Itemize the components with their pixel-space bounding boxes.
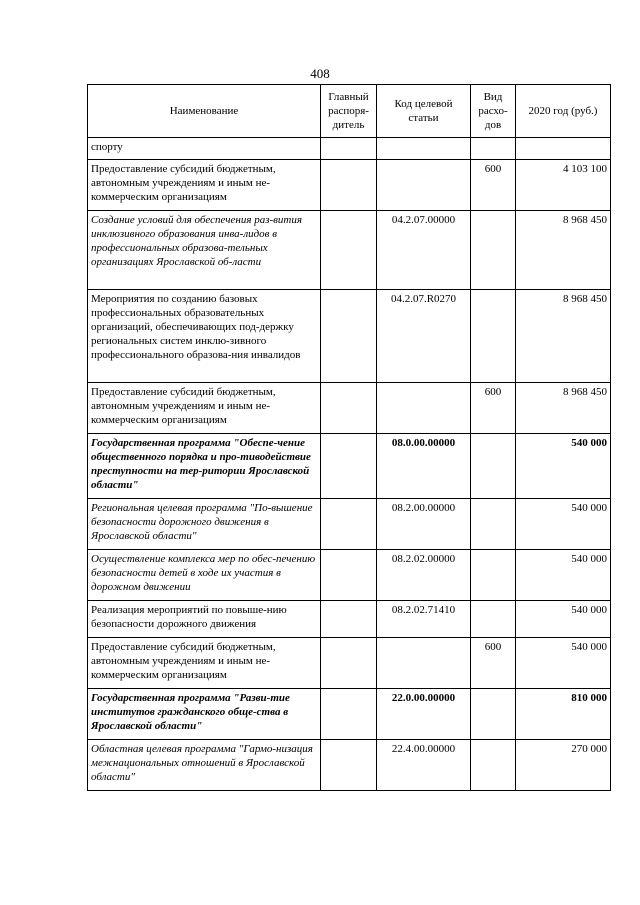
table-row	[88, 290, 611, 383]
row-amount-cell	[516, 138, 611, 160]
row-manager-cell	[321, 550, 377, 601]
row-kind-cell	[471, 211, 516, 290]
table-row	[88, 383, 611, 434]
row-code-cell	[377, 638, 471, 689]
row-code-cell: 22.0.00.00000	[377, 689, 471, 740]
row-name-cell: Областная целевая программа "Гармо-низация межнациональных отношений в Ярославской области"	[88, 740, 321, 791]
table-row	[88, 160, 611, 211]
row-amount-cell: 540 000	[516, 550, 611, 601]
row-kind-cell	[471, 689, 516, 740]
row-manager-cell	[321, 138, 377, 160]
row-code-cell: 08.2.02.71410	[377, 601, 471, 638]
row-kind-cell: 600	[471, 383, 516, 434]
row-amount-cell: 540 000	[516, 499, 611, 550]
row-name-cell: Государственная программа "Разви-тие институтов гражданского обще-ства в Ярославской области"	[88, 689, 321, 740]
row-manager-cell	[321, 601, 377, 638]
header-name: Наименование	[88, 85, 321, 138]
row-name-cell: Предоставление субсидий бюджетным, автономным учреждениям и иным не-коммерческим организациям	[88, 160, 321, 211]
table-row	[88, 434, 611, 499]
row-manager-cell	[321, 740, 377, 791]
row-manager-cell	[321, 211, 377, 290]
row-amount-cell: 810 000	[516, 689, 611, 740]
row-name-cell: Мероприятия по созданию базовых профессиональных образовательных организаций, обеспечивающих под-держку региональных систем инклю-зивного профессионального образова-ния инвалидов	[88, 290, 321, 383]
row-amount-cell: 270 000	[516, 740, 611, 791]
row-amount-cell: 540 000	[516, 601, 611, 638]
row-kind-cell	[471, 434, 516, 499]
row-manager-cell	[321, 290, 377, 383]
header-code: Код целевой статьи	[377, 85, 471, 138]
row-code-cell: 08.0.00.00000	[377, 434, 471, 499]
row-code-cell	[377, 160, 471, 211]
table-body	[88, 138, 611, 791]
row-name-cell: Предоставление субсидий бюджетным, автономным учреждениям и иным не-коммерческим организациям	[88, 383, 321, 434]
row-manager-cell	[321, 499, 377, 550]
row-code-cell: 08.2.02.00000	[377, 550, 471, 601]
row-name-cell: Предоставление субсидий бюджетным, автономным учреждениям и иным не-коммерческим организациям	[88, 638, 321, 689]
table-row	[88, 550, 611, 601]
row-kind-cell	[471, 601, 516, 638]
row-name-cell: спорту	[88, 138, 321, 160]
row-manager-cell	[321, 434, 377, 499]
budget-table	[87, 84, 611, 791]
row-name-cell: Создание условий для обеспечения раз-вития инклюзивного образования инва-лидов в профессиональных образова-тельных организациях Ярославской об-ласти	[88, 211, 321, 290]
row-amount-cell: 4 103 100	[516, 160, 611, 211]
row-name-cell: Региональная целевая программа "По-вышение безопасности дорожного движения в Ярославской области"	[88, 499, 321, 550]
row-kind-cell: 600	[471, 160, 516, 211]
row-kind-cell	[471, 499, 516, 550]
row-amount-cell: 8 968 450	[516, 211, 611, 290]
table-row	[88, 638, 611, 689]
table-row	[88, 689, 611, 740]
row-amount-cell: 540 000	[516, 638, 611, 689]
row-code-cell	[377, 138, 471, 160]
row-kind-cell: 600	[471, 638, 516, 689]
row-code-cell: 08.2.00.00000	[377, 499, 471, 550]
header-manager: Главный распоря-дитель	[321, 85, 377, 138]
row-kind-cell	[471, 138, 516, 160]
table-row	[88, 211, 611, 290]
table-row	[88, 138, 611, 160]
table-header-row	[88, 85, 611, 138]
row-code-cell: 22.4.00.00000	[377, 740, 471, 791]
header-amount: 2020 год (руб.)	[516, 85, 611, 138]
row-amount-cell: 8 968 450	[516, 383, 611, 434]
row-kind-cell	[471, 550, 516, 601]
table-row	[88, 499, 611, 550]
row-amount-cell: 540 000	[516, 434, 611, 499]
header-kind: Вид расхо-дов	[471, 85, 516, 138]
row-manager-cell	[321, 160, 377, 211]
row-manager-cell	[321, 689, 377, 740]
row-code-cell: 04.2.07.00000	[377, 211, 471, 290]
row-name-cell: Осуществление комплекса мер по обес-печению безопасности детей в ходе их участия в дорожном движении	[88, 550, 321, 601]
table-row	[88, 601, 611, 638]
page-number: 408	[310, 66, 330, 81]
row-code-cell	[377, 383, 471, 434]
row-code-cell: 04.2.07.R0270	[377, 290, 471, 383]
row-kind-cell	[471, 290, 516, 383]
row-manager-cell	[321, 638, 377, 689]
row-amount-cell: 8 968 450	[516, 290, 611, 383]
row-manager-cell	[321, 383, 377, 434]
row-name-cell: Реализация мероприятий по повыше-нию безопасности дорожного движения	[88, 601, 321, 638]
row-name-cell: Государственная программа "Обеспе-чение общественного порядка и про-тиводействие преступности на тер-ритории Ярославской области"	[88, 434, 321, 499]
table-row	[88, 740, 611, 791]
row-kind-cell	[471, 740, 516, 791]
